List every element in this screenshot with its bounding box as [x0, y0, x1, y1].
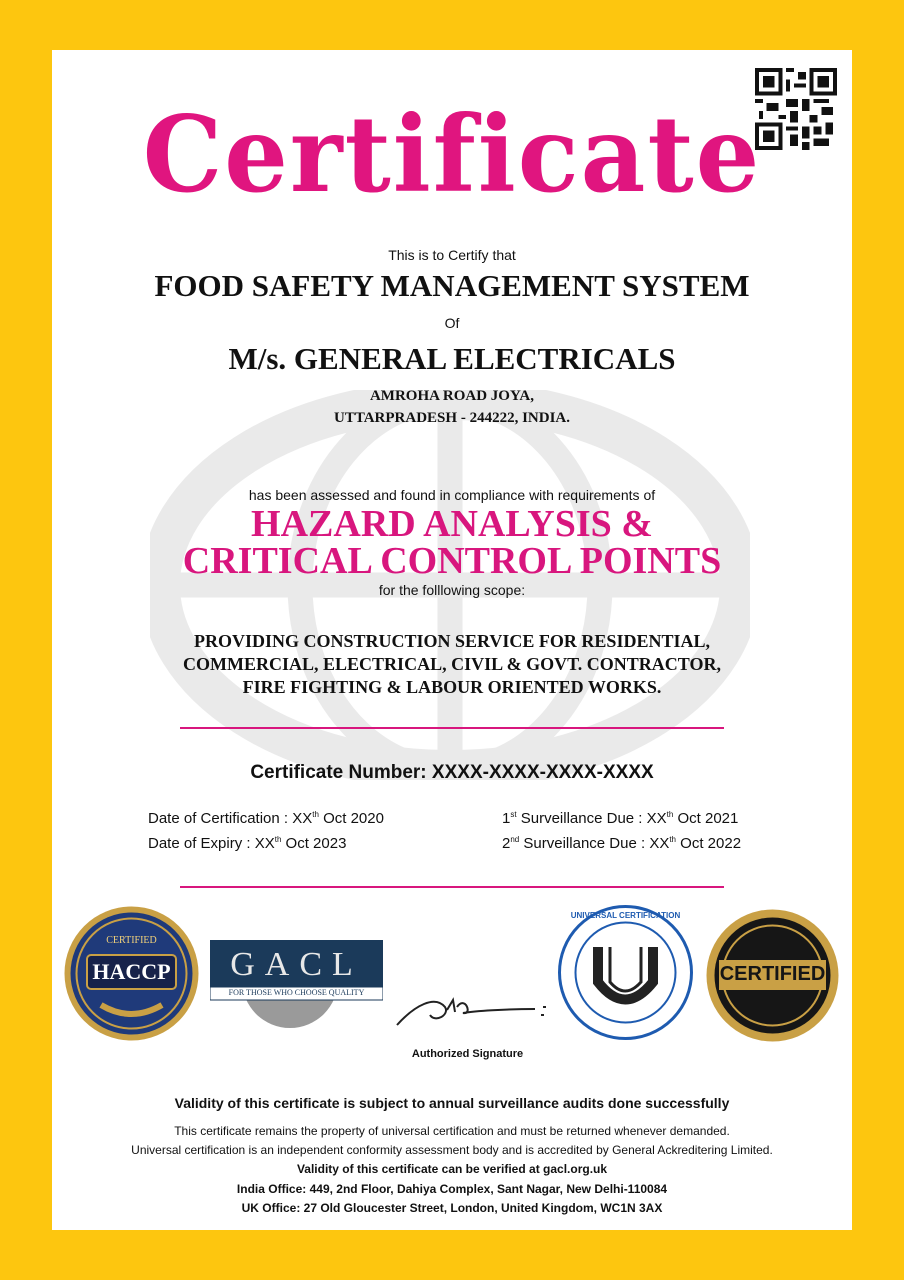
intro-text: This is to Certify that	[388, 247, 516, 263]
signature-image	[395, 985, 555, 1030]
scope-line-1: PROVIDING CONSTRUCTION SERVICE FOR RESIDENTIAL,	[194, 631, 710, 651]
address-line-1: AMROHA ROAD JOYA,	[369, 388, 535, 404]
scope-line-3: FIRE FIGHTING & LABOUR ORIENTED WORKS.	[242, 677, 662, 697]
certificate-number-row	[0, 762, 904, 784]
gacl-text: GACL	[230, 946, 363, 983]
india-office: India Office: 449, 2nd Floor, Dahiya Complex, Sant Nagar, New Delhi-110084	[236, 1182, 668, 1196]
authorized-signature-label: Authorized Signature	[411, 1048, 524, 1060]
certificate-number-label: Certificate Number:	[250, 762, 427, 783]
scope-label: for the folllowing scope:	[378, 582, 526, 598]
uc-ring-text: UNIVERSAL CERTIFICATION	[570, 911, 681, 920]
footer-line-2: Universal certification is an independent conformity assessment body and is accredited by General Ackreditering Limited.	[131, 1143, 773, 1157]
divider-top	[180, 727, 724, 729]
footer-line-3: Validity of this certificate can be verified at gacl.org.uk	[296, 1162, 608, 1176]
uk-office: UK Office: 27 Old Gloucester Street, London, United Kingdom, WC1N 3AX	[241, 1201, 663, 1215]
date-of-certification: Date of Certification : XXth Oct 2020	[148, 810, 384, 827]
first-surveillance-due: 1st Surveillance Due : XXth Oct 2021	[502, 810, 739, 827]
scope-line-2: COMMERCIAL, ELECTRICAL, CIVIL & GOVT. CONTRACTOR,	[183, 654, 721, 674]
standard-line-1: HAZARD ANALYSIS &	[251, 503, 653, 545]
company-name: M/s. GENERAL ELECTRICALS	[228, 341, 676, 376]
gacl-logo	[210, 940, 383, 1040]
haccp-certified-text: CERTIFIED	[106, 935, 157, 946]
date-of-expiry: Date of Expiry : XXth Oct 2023	[148, 835, 347, 852]
certified-seal-text: CERTIFIED	[719, 963, 826, 985]
of-label: Of	[444, 315, 460, 331]
haccp-seal	[63, 905, 200, 1042]
system-name: FOOD SAFETY MANAGEMENT SYSTEM	[154, 268, 750, 303]
standard-line-2: CRITICAL CONTROL POINTS	[182, 540, 722, 582]
gacl-tagline: FOR THOSE WHO CHOOSE QUALITY	[228, 988, 365, 997]
second-surveillance-due: 2nd Surveillance Due : XXth Oct 2022	[502, 835, 742, 852]
compliance-text: has been assessed and found in compliance with requirements of	[248, 487, 656, 503]
footer-line-1: This certificate remains the property of universal certification and must be returned whenever demanded.	[174, 1124, 730, 1138]
haccp-text: HACCP	[92, 959, 171, 984]
certificate-number: XXXX-XXXX-XXXX-XXXX	[431, 762, 654, 783]
address-line-2: UTTARPRADESH - 244222, INDIA.	[334, 410, 570, 426]
validity-statement: Validity of this certificate is subject to annual surveillance audits done successfully	[174, 1095, 730, 1111]
universal-certification-logo	[558, 905, 693, 1040]
divider-bottom	[180, 886, 724, 888]
certificate-title: Certificate	[142, 92, 762, 216]
certified-seal	[705, 908, 840, 1043]
